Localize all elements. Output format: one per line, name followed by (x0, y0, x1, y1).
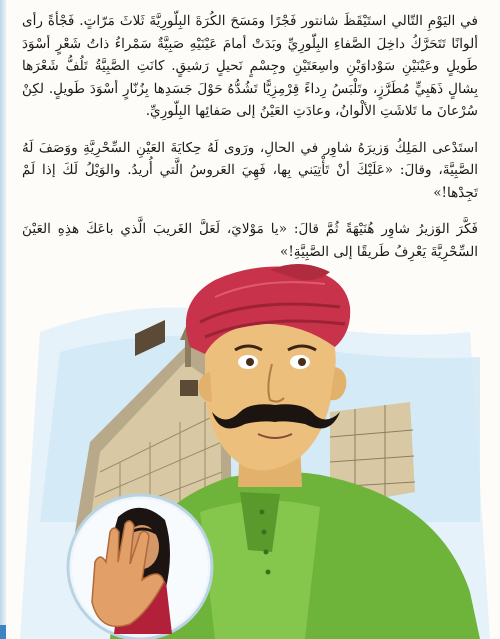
paragraph-1: في اليَوْمِ التّالي استَيْقَظَ شانتور فَجْرًا ومَسَحَ الكُرَةَ البِلّورِيَّةَ ثَلاثَ مَرّاتٍ. فَجْأةً رأى ألوانًا تَتَحَرَّكُ داخِلَ الصَّفاءِ البِلّورِيِّ وبَدَتْ أمامَ عَيْنَيْهِ صَبِيَّةٌ سَمْراءُ ذاتُ شَعْرٍ أسْوَدَ طَويلٍ وعَيْنَيْنِ سَوْداوَيْنِ واسِعَتَيْنِ وجِسْمٍ نَحيلٍ رَشيقٍ. كانَتِ الصَّبِيَّةُ تَلُفُّ شَعْرَها بِشالٍ ذَهَبِيٍّ مُطَرَّزٍ، وتَلْبَسُ رِداءً قِرْمِزِيًّا تَشُدُّهُ حَوْلَ جَسَدِها بِزُنّارٍ أسْوَدَ طَويلٍ. لكِنْ سُرْعانَ ما تَلاشَتِ الألْوانُ، وعادَتِ العَيْنُ إلى صَفائِها البِلّورِيِّ. (22, 13, 478, 119)
story-text (22, 10, 478, 277)
crystal-ball (68, 495, 212, 639)
story-illustration (0, 262, 500, 639)
page-corner-stripe (0, 625, 6, 639)
paragraph-2: استَدْعى المَلِكُ وَزيرَهُ شاوِر في الحالِ، ورَوى لَهُ حِكايَةَ العَيْنِ السِّحْرِيَّةِ ووَصَفَ لَهُ الصَّبِيَّةَ، وقالَ: «عَلَيْكَ أنْ تَأْتِيَني بِها، فَهِيَ العَروسُ الَّتي أُريدُ. والوَيْلُ لَكَ إذا لَمْ تَجِدْها!» (22, 139, 478, 201)
paragraph-3: فَكَّرَ الوَزيرُ شاوِر هُنَيْهَةً ثُمَّ قالَ: «يا مَوْلايَ، لَعَلَّ الغَريبَ الَّذي باعَكَ هذِهِ العَيْنَ السِّحْرِيَّةَ يَعْرِفُ طَريقًا إلى الصَّبِيَّةِ!» (22, 221, 478, 260)
